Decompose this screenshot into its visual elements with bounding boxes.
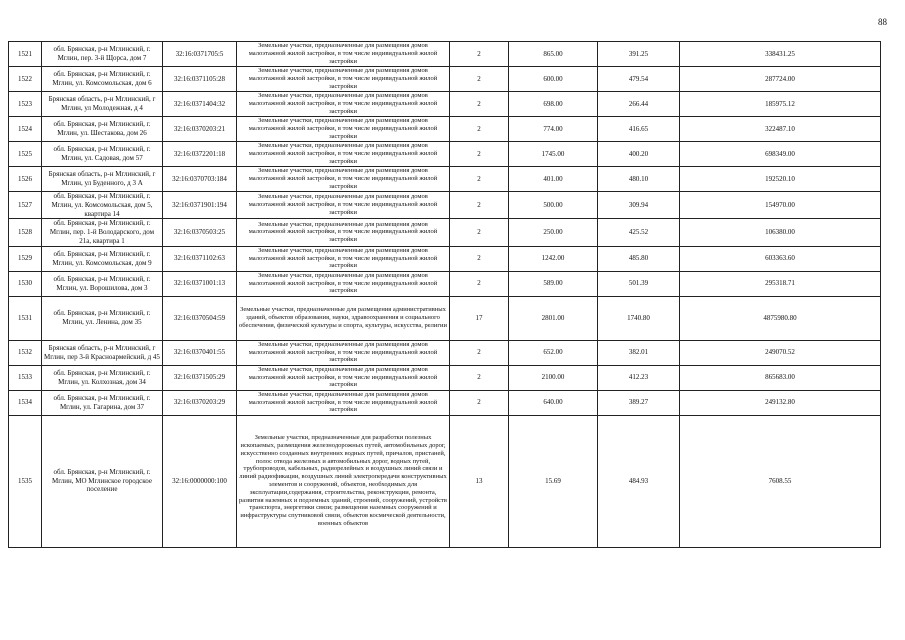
table-body <box>9 42 881 548</box>
cadastral-value: 106380.00 <box>680 219 881 246</box>
table-row <box>9 390 881 415</box>
address-cell: обл. Брянская, р-н Мглинский, г. Мглин, ул. Ленина, дом 35 <box>42 296 163 340</box>
land-use-description: Земельные участки, предназначенные для размещения домов малоэтажной жилой застройки, в том числе индивидуальной жилой застройки <box>237 42 450 67</box>
row-number: 1533 <box>9 365 42 390</box>
area-value: 500.00 <box>509 192 598 219</box>
cadastral-number: 32:16:0370203:21 <box>163 117 237 142</box>
table-row <box>9 365 881 390</box>
table-row <box>9 92 881 117</box>
address-cell: обл. Брянская, р-н Мглинский, г. Мглин, ул. Садовая, дом 57 <box>42 142 163 167</box>
cadastral-number: 32:16:0371705:5 <box>163 42 237 67</box>
row-number: 1535 <box>9 415 42 547</box>
land-registry-table <box>8 41 881 548</box>
cadastral-value: 338431.25 <box>680 42 881 67</box>
cadastral-value: 154970.00 <box>680 192 881 219</box>
cadastral-number: 32:16:0371102:63 <box>163 246 237 271</box>
address-cell: обл. Брянская, р-н Мглинский, г. Мглин, МО Мглинское городское поселение <box>42 415 163 547</box>
area-value: 640.00 <box>509 390 598 415</box>
row-number: 1525 <box>9 142 42 167</box>
row-number: 1532 <box>9 340 42 365</box>
row-number: 1522 <box>9 67 42 92</box>
land-use-description: Земельные участки, предназначенные для размещения домов малоэтажной жилой застройки, в том числе индивидуальной жилой застройки <box>237 142 450 167</box>
land-use-description: Земельные участки, предназначенные для размещения домов малоэтажной жилой застройки, в том числе индивидуальной жилой застройки <box>237 92 450 117</box>
unit-price: 425.52 <box>598 219 680 246</box>
unit-price: 479.54 <box>598 67 680 92</box>
land-use-description: Земельные участки, предназначенные для размещения домов малоэтажной жилой застройки, в том числе индивидуальной жилой застройки <box>237 390 450 415</box>
land-use-description: Земельные участки, предназначенные для размещения домов малоэтажной жилой застройки, в том числе индивидуальной жилой застройки <box>237 271 450 296</box>
row-number: 1527 <box>9 192 42 219</box>
address-cell: Брянская область, р-н Мглинский, г Мглин, ул Молодежная, д 4 <box>42 92 163 117</box>
land-use-description: Земельные участки, предназначенные для размещения домов малоэтажной жилой застройки, в том числе индивидуальной жилой застройки <box>237 365 450 390</box>
table-row <box>9 219 881 246</box>
land-use-description: Земельные участки, предназначенные для размещения домов малоэтажной жилой застройки, в том числе индивидуальной жилой застройки <box>237 167 450 192</box>
table-row <box>9 271 881 296</box>
cadastral-number: 32:16:0372201:18 <box>163 142 237 167</box>
land-use-description: Земельные участки, предназначенные для размещения домов малоэтажной жилой застройки, в том числе индивидуальной жилой застройки <box>237 219 450 246</box>
area-value: 1745.00 <box>509 142 598 167</box>
area-value: 401.00 <box>509 167 598 192</box>
unit-price: 391.25 <box>598 42 680 67</box>
use-code: 2 <box>450 365 509 390</box>
use-code: 17 <box>450 296 509 340</box>
unit-price: 501.39 <box>598 271 680 296</box>
cadastral-value: 249070.52 <box>680 340 881 365</box>
area-value: 250.00 <box>509 219 598 246</box>
row-number: 1529 <box>9 246 42 271</box>
land-use-description: Земельные участки, предназначенные для разработки полезных ископаемых, размещения железнодорожных путей, автомобильных дорог, искусственно созданных внутренних водных путей, причалов, пристаней, полос отвода железных и автомобильных дорог, водных путей, трубопроводов, кабельных, радиорелейных и воздушных линий связи и линий радиофикации, воздушных линий электропередачи конструктивных элементов и сооружений, объектов, необходимых для эксплуатации,содержания, строительства, реконструкции, ремонта, развития наземных и подземных зданий, строений, сооружений, устройств транспорта, энергетики связи; размещения наземных сооружений и инфраструктуры спутниковой связи, объектов космической деятельности, военных объектов <box>237 415 450 547</box>
cadastral-value: 865683.00 <box>680 365 881 390</box>
area-value: 2100.00 <box>509 365 598 390</box>
use-code: 2 <box>450 271 509 296</box>
address-cell: Брянская область, р-н Мглинский, г Мглин, ул Буденного, д 3 А <box>42 167 163 192</box>
area-value: 652.00 <box>509 340 598 365</box>
unit-price: 412.23 <box>598 365 680 390</box>
use-code: 2 <box>450 219 509 246</box>
table-row <box>9 67 881 92</box>
table-row <box>9 142 881 167</box>
cadastral-value: 603363.60 <box>680 246 881 271</box>
area-value: 589.00 <box>509 271 598 296</box>
cadastral-number: 32:16:0370401:55 <box>163 340 237 365</box>
address-cell: обл. Брянская, р-н Мглинский, г. Мглин, ул. Комсомольская, дом 5, квартира 14 <box>42 192 163 219</box>
area-value: 774.00 <box>509 117 598 142</box>
table-row <box>9 415 881 547</box>
area-value: 865.00 <box>509 42 598 67</box>
use-code: 13 <box>450 415 509 547</box>
address-cell: обл. Брянская, р-н Мглинский, г. Мглин, ул. Шестакова, дом 26 <box>42 117 163 142</box>
use-code: 2 <box>450 192 509 219</box>
row-number: 1528 <box>9 219 42 246</box>
cadastral-value: 7608.55 <box>680 415 881 547</box>
address-cell: обл. Брянская, р-н Мглинский, г. Мглин, пер. 1-й Володарского, дом 21а, квартира 1 <box>42 219 163 246</box>
unit-price: 484.93 <box>598 415 680 547</box>
page-number: 88 <box>878 17 887 27</box>
cadastral-number: 32:16:0371404:32 <box>163 92 237 117</box>
use-code: 2 <box>450 117 509 142</box>
address-cell: обл. Брянская, р-н Мглинский, г. Мглин, ул. Комсомольская, дом 6 <box>42 67 163 92</box>
land-use-description: Земельные участки, предназначенные для размещения домов малоэтажной жилой застройки, в том числе индивидуальной жилой застройки <box>237 117 450 142</box>
cadastral-value: 192520.10 <box>680 167 881 192</box>
cadastral-value: 295318.71 <box>680 271 881 296</box>
row-number: 1526 <box>9 167 42 192</box>
address-cell: обл. Брянская, р-н Мглинский, г. Мглин, ул. Ворошилова, дом 3 <box>42 271 163 296</box>
table-row <box>9 117 881 142</box>
use-code: 2 <box>450 42 509 67</box>
area-value: 600.00 <box>509 67 598 92</box>
table-row <box>9 42 881 67</box>
use-code: 2 <box>450 92 509 117</box>
address-cell: обл. Брянская, р-н Мглинский, г. Мглин, ул. Гагарина, дом 37 <box>42 390 163 415</box>
cadastral-value: 249132.80 <box>680 390 881 415</box>
land-use-description: Земельные участки, предназначенные для размещения домов малоэтажной жилой застройки, в том числе индивидуальной жилой застройки <box>237 67 450 92</box>
address-cell: обл. Брянская, р-н Мглинский, г. Мглин, пер. 3-й Щорса, дом 7 <box>42 42 163 67</box>
area-value: 1242.00 <box>509 246 598 271</box>
unit-price: 485.80 <box>598 246 680 271</box>
use-code: 2 <box>450 246 509 271</box>
unit-price: 309.94 <box>598 192 680 219</box>
address-cell: обл. Брянская, р-н Мглинский, г. Мглин, ул. Комсомольская, дом 9 <box>42 246 163 271</box>
land-use-description: Земельные участки, предназначенные для размещения административных зданий, объектов образования, науки, здравоохранения и социального обеспечения, физической культуры и спорта, культуры, искусства, религии <box>237 296 450 340</box>
table-row <box>9 296 881 340</box>
unit-price: 1740.80 <box>598 296 680 340</box>
cadastral-number: 32:16:0370504:59 <box>163 296 237 340</box>
use-code: 2 <box>450 67 509 92</box>
land-use-description: Земельные участки, предназначенные для размещения домов малоэтажной жилой застройки, в том числе индивидуальной жилой застройки <box>237 192 450 219</box>
cadastral-number: 32:16:0371901:194 <box>163 192 237 219</box>
cadastral-number: 32:16:0371001:13 <box>163 271 237 296</box>
table-row <box>9 192 881 219</box>
cadastral-value: 185975.12 <box>680 92 881 117</box>
unit-price: 266.44 <box>598 92 680 117</box>
cadastral-number: 32:16:0000000:100 <box>163 415 237 547</box>
cadastral-value: 698349.00 <box>680 142 881 167</box>
cadastral-number: 32:16:0371505:29 <box>163 365 237 390</box>
row-number: 1530 <box>9 271 42 296</box>
row-number: 1534 <box>9 390 42 415</box>
table-row <box>9 246 881 271</box>
table-row <box>9 340 881 365</box>
table-row <box>9 167 881 192</box>
unit-price: 389.27 <box>598 390 680 415</box>
unit-price: 416.65 <box>598 117 680 142</box>
unit-price: 480.10 <box>598 167 680 192</box>
address-cell: Брянская область, р-н Мглинский, г Мглин, пер 3-й Красноармейский, д 45 <box>42 340 163 365</box>
land-use-description: Земельные участки, предназначенные для размещения домов малоэтажной жилой застройки, в том числе индивидуальной жилой застройки <box>237 340 450 365</box>
use-code: 2 <box>450 340 509 365</box>
cadastral-number: 32:16:0370703:184 <box>163 167 237 192</box>
cadastral-number: 32:16:0371105:28 <box>163 67 237 92</box>
row-number: 1531 <box>9 296 42 340</box>
use-code: 2 <box>450 142 509 167</box>
row-number: 1523 <box>9 92 42 117</box>
area-value: 15.69 <box>509 415 598 547</box>
area-value: 698.00 <box>509 92 598 117</box>
address-cell: обл. Брянская, р-н Мглинский, г. Мглин, ул. Колхозная, дом 34 <box>42 365 163 390</box>
land-use-description: Земельные участки, предназначенные для размещения домов малоэтажной жилой застройки, в том числе индивидуальной жилой застройки <box>237 246 450 271</box>
cadastral-number: 32:16:0370203:29 <box>163 390 237 415</box>
cadastral-value: 4875980.80 <box>680 296 881 340</box>
cadastral-value: 287724.00 <box>680 67 881 92</box>
cadastral-number: 32:16:0370503:25 <box>163 219 237 246</box>
unit-price: 382.01 <box>598 340 680 365</box>
use-code: 2 <box>450 390 509 415</box>
use-code: 2 <box>450 167 509 192</box>
area-value: 2801.00 <box>509 296 598 340</box>
cadastral-value: 322487.10 <box>680 117 881 142</box>
row-number: 1521 <box>9 42 42 67</box>
row-number: 1524 <box>9 117 42 142</box>
unit-price: 400.20 <box>598 142 680 167</box>
